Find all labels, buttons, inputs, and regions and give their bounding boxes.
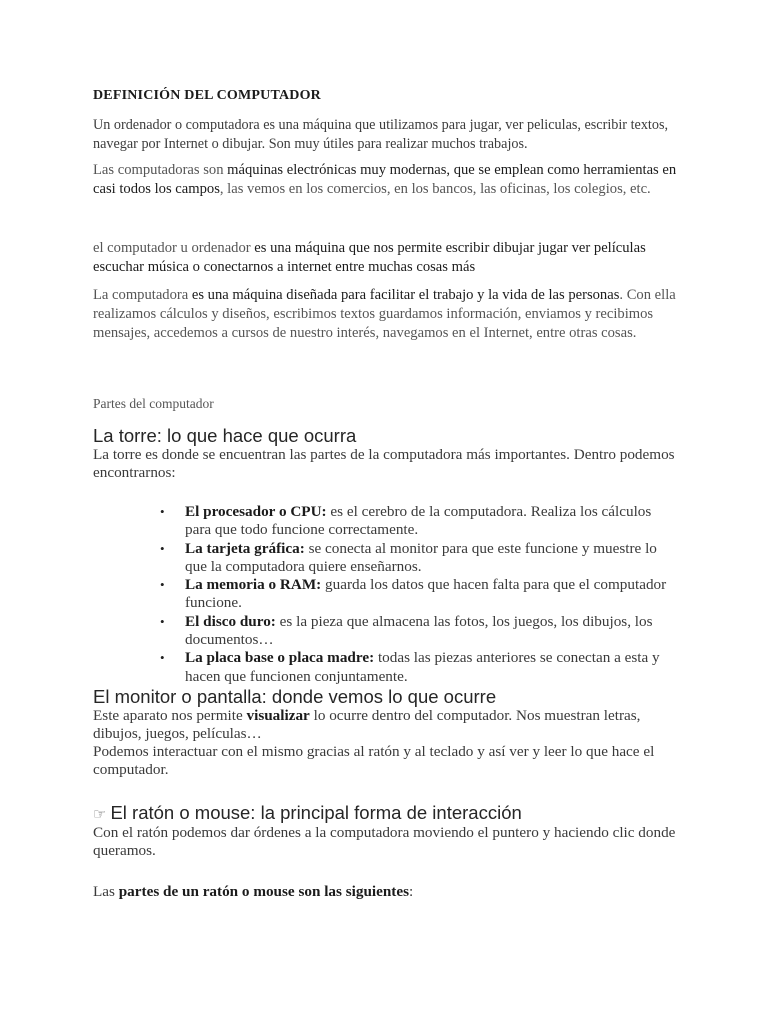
list-item: • La tarjeta gráfica: se conecta al monitor para que este funcione y muestre lo que la computadora quiere enseñarnos. bbox=[160, 540, 680, 577]
parts-list bbox=[160, 503, 680, 686]
pointing-hand-icon: ☞ bbox=[93, 806, 107, 823]
paragraph-computadoras: Las computadoras son máquinas electrónicas muy modernas, que se emplean como herramientas en casi todos los campos, las vemos en los comercios, en los bancos, las oficinas, los colegios, etc. bbox=[93, 162, 677, 197]
list-item: • El disco duro: es la pieza que almacena las fotos, los juegos, los dibujos, los documentos… bbox=[160, 613, 680, 650]
paragraph-raton-partes: Las partes de un ratón o mouse son las siguientes: bbox=[93, 883, 414, 900]
heading-monitor: El monitor o pantalla: donde vemos lo que ocurre bbox=[93, 686, 497, 707]
heading-raton: ☞ El ratón o mouse: la principal forma de interacción bbox=[93, 802, 522, 823]
paragraph-raton: Con el ratón podemos dar órdenes a la computadora moviendo el puntero y haciendo clic donde queramos. bbox=[93, 824, 676, 860]
list-item: • La memoria o RAM: guarda los datos que hacen falta para que el computador funcione. bbox=[160, 576, 680, 613]
paragraph-computadora: La computadora es una máquina diseñada para facilitar el trabajo y la vida de las personas. Con ella realizamos cálculos y diseños, escribimos textos guardamos información, enviamos y recibimos mensajes, accedemos a cursos de nuestro interés, navegamos en el Internet, entre otras cosas. bbox=[93, 287, 676, 341]
paragraph-monitor-2: Podemos interactuar con el mismo gracias al ratón y al teclado y así ver y leer lo que hace el computador. bbox=[93, 743, 655, 779]
heading-torre: La torre: lo que hace que ocurra bbox=[93, 425, 357, 446]
paragraph-computador: el computador u ordenador es una máquina que nos permite escribir dibujar jugar ver películas escuchar música o conectarnos a internet entre muchas cosas más bbox=[93, 240, 646, 275]
list-item: • La placa base o placa madre: todas las piezas anteriores se conectan a esta y hacen que funcionen conjuntamente. bbox=[160, 649, 680, 686]
document-title: DEFINICIÓN DEL COMPUTADOR bbox=[93, 88, 321, 103]
list-item: • El procesador o CPU: es el cerebro de la computadora. Realiza los cálculos para que todo funcione correctamente. bbox=[160, 503, 680, 540]
parts-label: Partes del computador bbox=[93, 396, 214, 411]
paragraph-torre: La torre es donde se encuentran las partes de la computadora más importantes. Dentro podemos encontrarnos: bbox=[93, 446, 675, 482]
paragraph-definition: Un ordenador o computadora es una máquina que utilizamos para jugar, ver peliculas, escribir textos, navegar por Internet o dibujar. Son muy útiles para realizar muchos trabajos. bbox=[93, 117, 669, 152]
paragraph-monitor: Este aparato nos permite visualizar lo ocurre dentro del computador. Nos muestran letras, dibujos, juegos, películas… bbox=[93, 707, 641, 743]
